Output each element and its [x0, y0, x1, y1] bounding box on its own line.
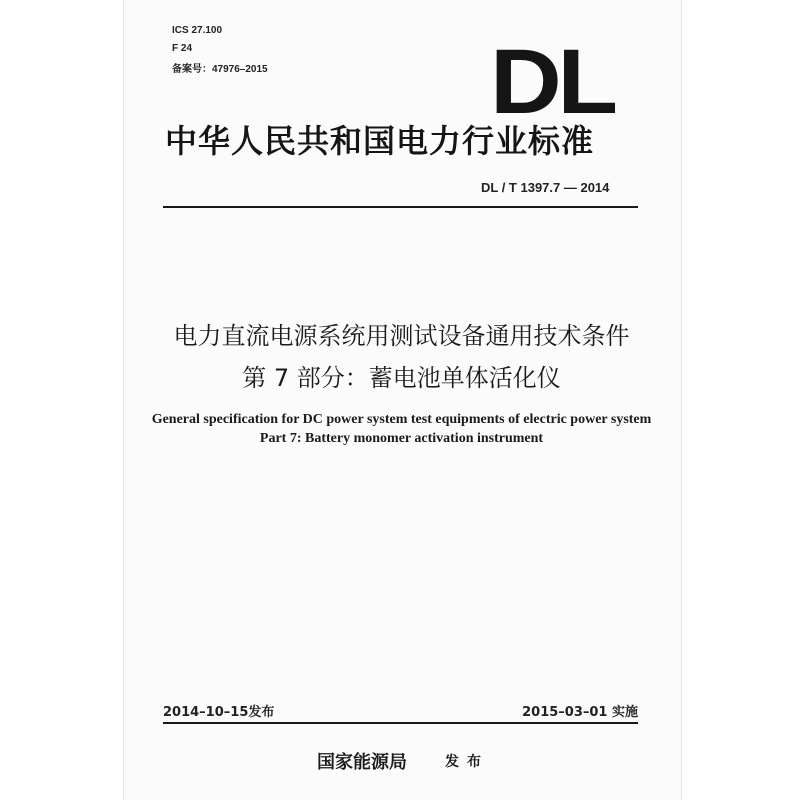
publish-label: 发布 — [445, 754, 489, 770]
title-en-line1: General specification for DC power system test equipments of electric power system — [151, 412, 652, 427]
dl-logo: DL — [490, 31, 614, 133]
ccs-code: F 24 — [172, 43, 193, 54]
title-en-line2: Part 7: Battery monomer activation instrument — [259, 431, 544, 446]
record-number: 备案号：47976–2015 — [172, 64, 268, 75]
implementation-date: 2015–03–01 实施 — [522, 705, 638, 720]
ics-code: ICS 27.100 — [172, 25, 223, 36]
standard-category: 中华人民共和国电力行业标准 — [165, 122, 595, 160]
standard-code: DL / T 1397.7 — 2014 — [481, 180, 610, 195]
publisher-name: 国家能源局 — [317, 752, 407, 773]
title-cn-line1: 电力直流电源系统用测试设备通用技术条件 — [173, 322, 630, 350]
header-rule — [163, 206, 638, 208]
footer-rule — [163, 722, 638, 724]
issue-date: 2014–10–15发布 — [163, 705, 275, 720]
title-cn-line2: 第 7 部分：蓄电池单体活化仪 — [242, 364, 561, 392]
